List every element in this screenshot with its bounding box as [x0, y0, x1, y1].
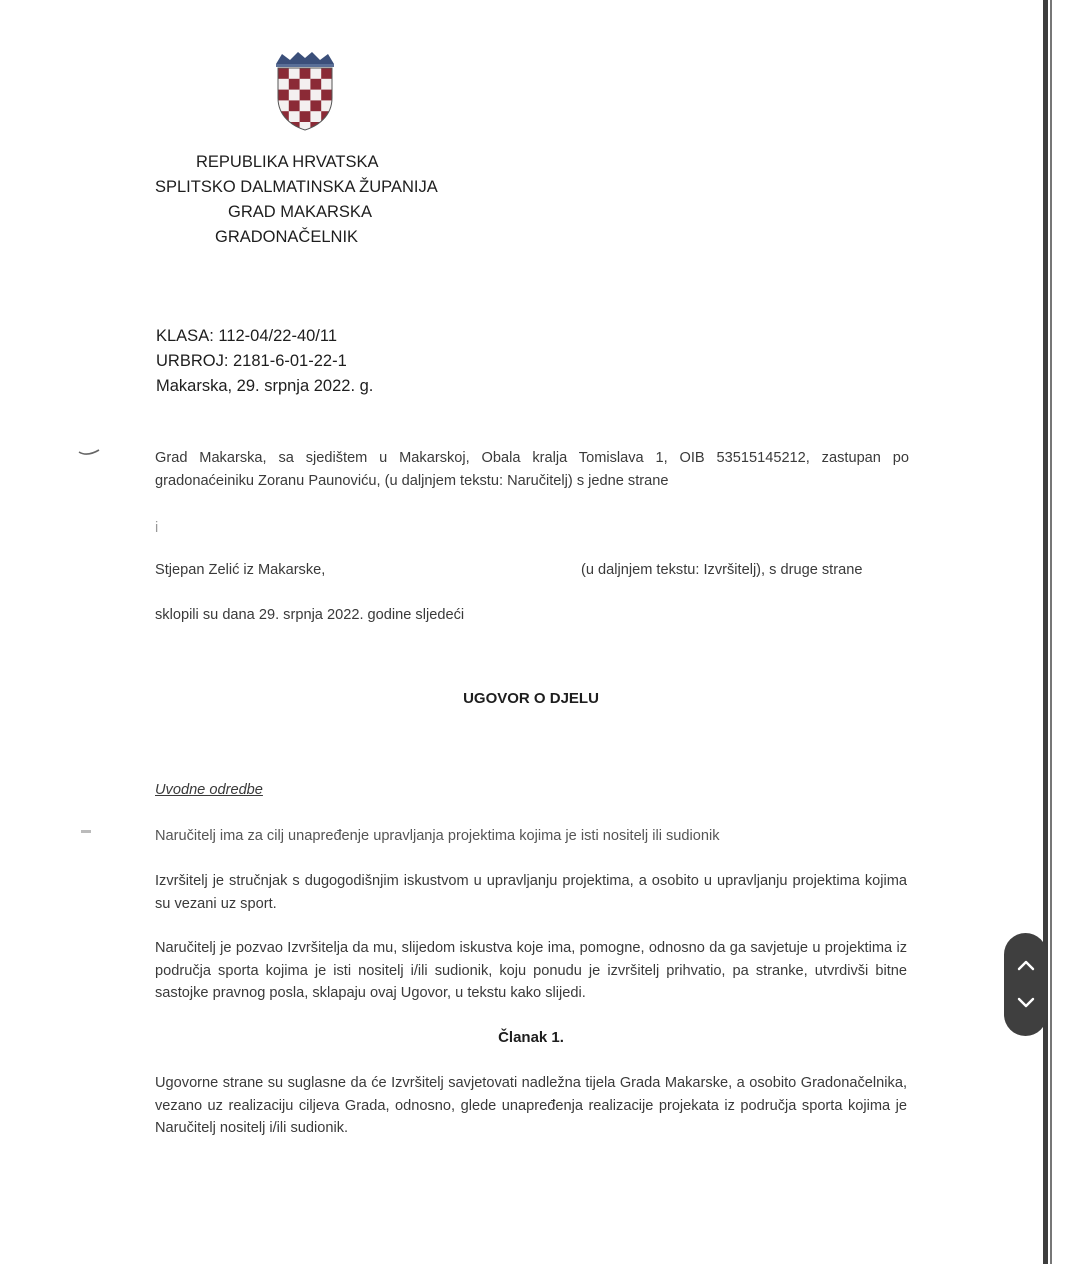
- header-county: SPLITSKO DALMATINSKA ŽUPANIJA: [155, 178, 438, 196]
- intro-paragraph-1: Naručitelj ima za cilj unapređenje upravljanja projektima kojima je isti nositelj ili sudionik: [155, 828, 720, 844]
- margin-dash: [81, 830, 91, 833]
- reference-klasa: KLASA: 112-04/22-40/11: [156, 327, 338, 345]
- article-1-text: Ugovorne strane su suglasne da će Izvršitelj savjetovati nadležna tijela Grada Makarske, a osobito Gradonačelnika, vezano uz realizaciju ciljeva Grada, odnosno, glede unapređenja realizacije projekata iz područja sporta kojima je Naručitelj nositelj i/ili sudionik.: [155, 1075, 907, 1136]
- header-office: GRADONAČELNIK: [215, 228, 359, 246]
- concluded-sentence: sklopili su dana 29. srpnja 2022. godine sljedeći: [155, 607, 465, 623]
- header-republic: REPUBLIKA HRVATSKA: [196, 153, 379, 171]
- party-2-name: Stjepan Zelić iz Makarske,: [155, 562, 326, 578]
- reference-place-date: Makarska, 29. srpnja 2022. g.: [156, 377, 374, 395]
- scroll-up-button[interactable]: [1004, 945, 1047, 985]
- article-1-heading: Članak 1.: [498, 1029, 564, 1046]
- intro-paragraph-2: Izvršitelj je stručnjak s dugogodišnjim iskustvom u upravljanju projektima, a osobito u upravljanju projektima kojima su vezani uz sport.: [155, 873, 907, 912]
- page-navigation: [1004, 933, 1047, 1036]
- contract-title: UGOVOR O DJELU: [463, 690, 599, 707]
- intro-paragraph-3: Naručitelj je pozvao Izvršitelja da mu, slijedom iskustva koje ima, pomogne, odnosno da ga savjetuje u projektima iz područja sporta kojima je isti nositelj i/ili sudionik, koju ponudu je izvršitelj prihvatio, pa stranke, utvrdivši bitne sastojke pravnog posla, sklapaju ovaj Ugovor, u tekstu kako slijedi.: [155, 940, 907, 1001]
- chevron-up-icon: [1016, 959, 1036, 971]
- chevron-down-icon: [1016, 997, 1036, 1009]
- margin-mark-icon: [78, 448, 100, 458]
- page-edge-inner: [1050, 0, 1052, 1264]
- section-heading-intro: Uvodne odredbe: [155, 782, 263, 798]
- reference-urbroj: URBROJ: 2181-6-01-22-1: [156, 352, 347, 370]
- header-city: GRAD MAKARSKA: [228, 203, 372, 221]
- scroll-down-button[interactable]: [1004, 983, 1047, 1023]
- coat-of-arms-icon: [272, 52, 338, 132]
- conjunction-text: i: [155, 520, 159, 536]
- party-1-paragraph: Grad Makarska, sa sjedištem u Makarskoj, Obala kralja Tomislava 1, OIB 53515145212, zastupan po gradonaćeiniku Zoranu Paunoviću, (u daljnjem tekstu: Naručitelj) s jedne strane: [155, 450, 909, 489]
- party-2-role: (u daljnjem tekstu: Izvršitelj), s druge strane: [581, 562, 863, 578]
- page-edge: [1043, 0, 1048, 1264]
